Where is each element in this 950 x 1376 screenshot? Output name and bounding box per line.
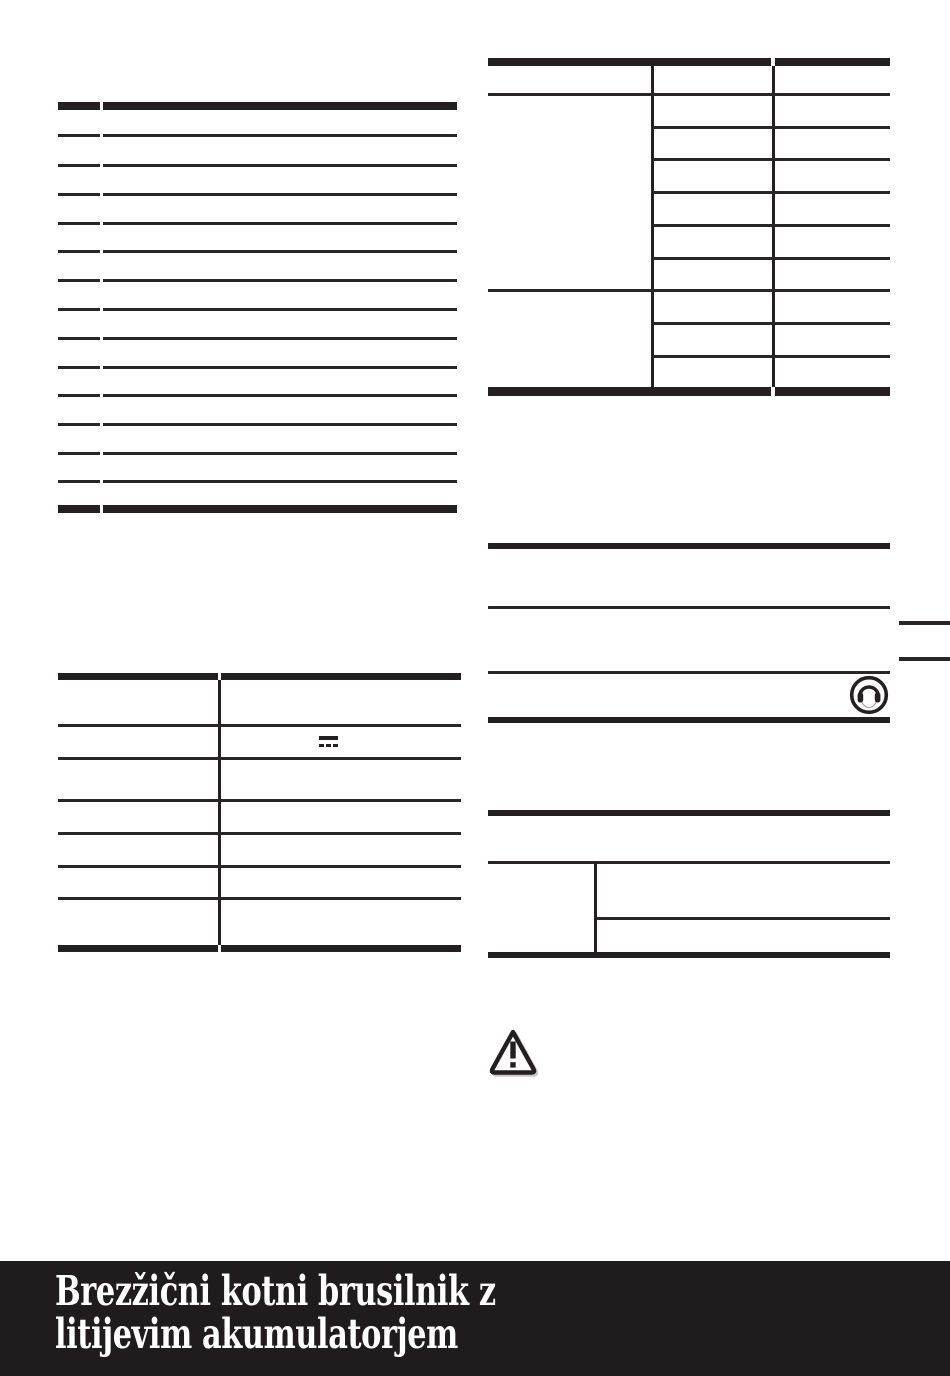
dc-solid-line — [319, 736, 338, 740]
row-divider — [488, 861, 890, 864]
row-divider — [651, 355, 890, 358]
row-divider — [58, 394, 100, 397]
row-divider — [103, 279, 457, 282]
row-divider — [103, 308, 457, 311]
row-divider — [651, 224, 890, 227]
row-divider — [58, 134, 100, 137]
row-divider — [597, 917, 890, 920]
section-top-border — [488, 810, 890, 816]
section-top-border — [488, 543, 890, 549]
product-title — [55, 1267, 496, 1358]
row-divider — [651, 126, 890, 129]
row-divider — [58, 366, 100, 369]
row-divider — [103, 134, 457, 137]
row-divider — [651, 191, 890, 194]
row-divider — [58, 480, 100, 483]
table-top-left — [58, 102, 457, 513]
row-divider — [58, 724, 461, 727]
row-divider — [58, 279, 100, 282]
table-top-right — [488, 58, 890, 397]
row-divider — [58, 452, 100, 455]
row-divider — [103, 222, 457, 225]
row-divider — [58, 423, 100, 426]
page-edge-mark — [899, 621, 950, 625]
row-divider — [651, 158, 890, 161]
table-bottom-border — [775, 387, 890, 396]
table-bottom-border — [103, 505, 457, 513]
row-divider — [58, 799, 461, 802]
row-divider — [58, 250, 100, 253]
table-bottom-border — [58, 945, 218, 952]
row-divider — [58, 832, 461, 835]
ear-protection-icon — [849, 675, 889, 715]
row-divider — [103, 193, 457, 196]
dc-dash — [326, 744, 331, 747]
column-divider — [594, 862, 597, 952]
row-divider — [651, 322, 890, 325]
table-top-border — [775, 58, 890, 66]
row-divider — [58, 193, 100, 196]
product-title-line1: Brezžični kotni brusilnik z — [55, 1267, 496, 1315]
row-divider — [488, 606, 890, 609]
row-divider — [488, 671, 890, 674]
section-bottom-border — [488, 717, 890, 723]
row-divider — [58, 164, 100, 167]
table-bottom-border — [488, 387, 771, 396]
row-divider — [103, 480, 457, 483]
table-mid-left — [58, 673, 461, 952]
section-bottom-border — [488, 952, 890, 958]
row-divider — [58, 337, 100, 340]
row-divider — [103, 366, 457, 369]
row-divider — [103, 164, 457, 167]
row-divider — [58, 865, 461, 868]
dc-symbol-icon — [319, 736, 338, 748]
row-divider — [58, 222, 100, 225]
table-top-border — [58, 102, 100, 110]
table-bottom-border — [221, 945, 461, 952]
product-title-line2: litijevim akumulatorjem — [55, 1310, 458, 1358]
row-divider — [103, 452, 457, 455]
row-divider — [103, 423, 457, 426]
table-top-border — [103, 102, 457, 110]
row-divider — [488, 93, 890, 96]
product-title-banner — [0, 1261, 950, 1376]
row-divider — [58, 897, 461, 900]
table-bottom-border — [58, 505, 100, 513]
dc-dash — [319, 744, 324, 747]
row-divider — [103, 250, 457, 253]
table-top-border — [488, 58, 771, 66]
row-divider — [103, 337, 457, 340]
row-divider — [488, 289, 890, 292]
table-bottom-right — [488, 810, 890, 958]
table-top-border — [221, 673, 461, 680]
table-top-border — [58, 673, 218, 680]
dc-dash — [333, 744, 338, 747]
row-divider — [58, 757, 461, 760]
row-divider — [651, 257, 890, 260]
section-right-a — [488, 543, 890, 723]
page-edge-mark — [899, 657, 950, 661]
warning-icon — [486, 1024, 542, 1080]
row-divider — [103, 394, 457, 397]
column-divider — [218, 680, 221, 945]
row-divider — [58, 308, 100, 311]
